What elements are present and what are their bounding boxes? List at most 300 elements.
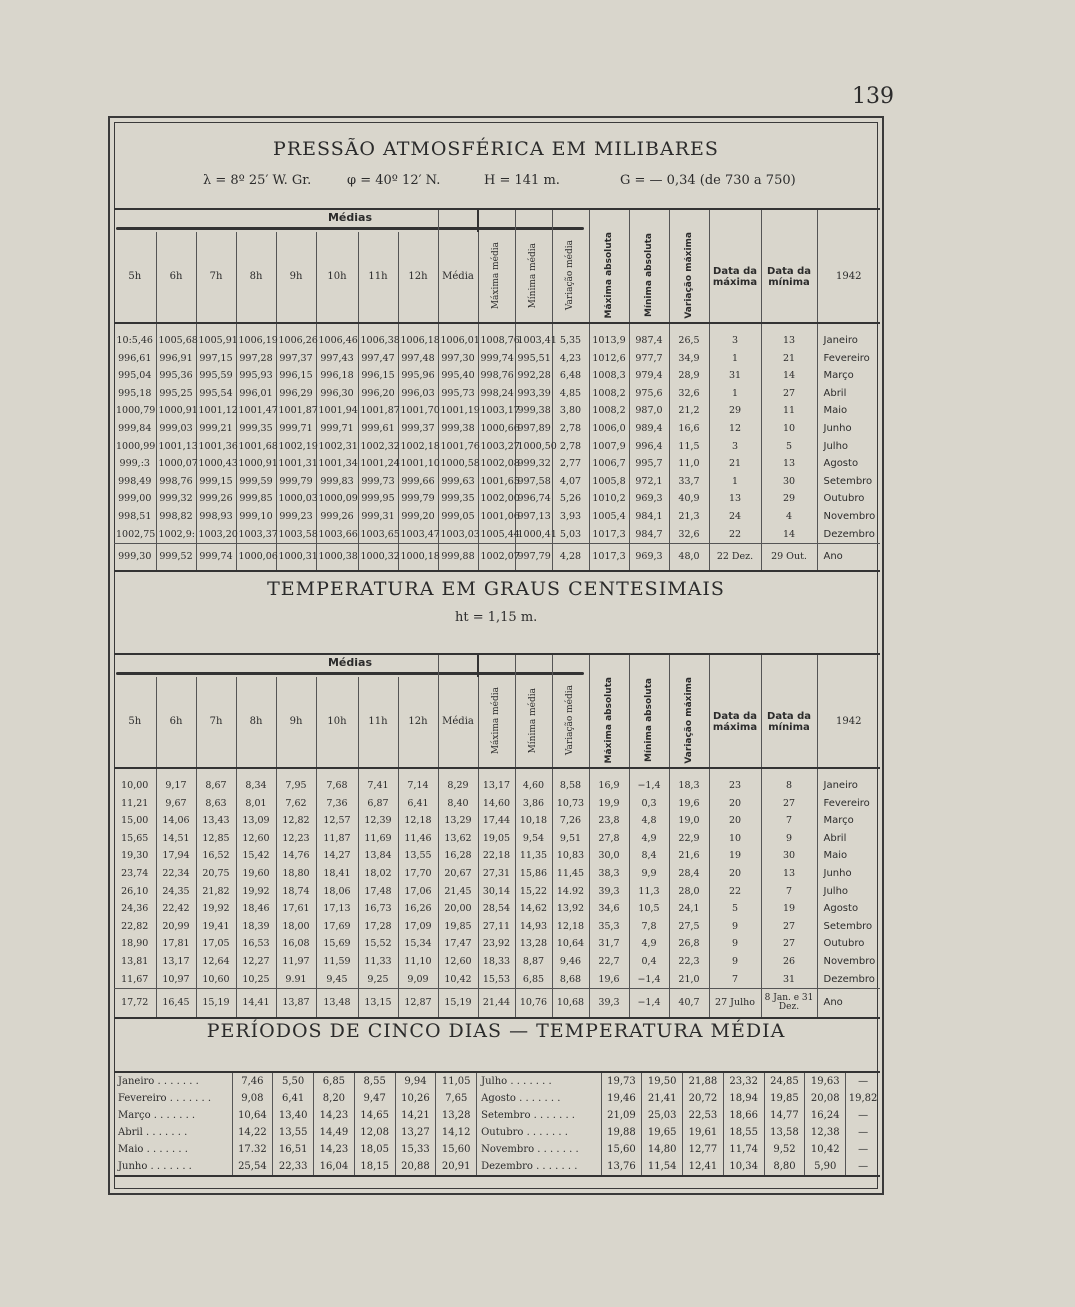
table-cell: 17,13: [316, 900, 358, 918]
table-cell: 999,95: [358, 490, 398, 508]
coord-lambda: λ = 8º 25′ W. Gr.: [203, 173, 312, 188]
table-cell: 21,41: [642, 1090, 683, 1107]
table-cell: 1006,7: [589, 455, 629, 473]
temperature-header-spacer: [114, 654, 880, 677]
five-day-title: PERÍODOS DE CINCO DIAS — TEMPERATURA MÉDIA: [206, 1020, 786, 1042]
pressure-header-cell: Mínima absoluta: [629, 232, 669, 323]
table-cell: 13,55: [398, 847, 438, 865]
table-cell: 12,41: [683, 1158, 724, 1176]
table-cell: 1008,2: [589, 402, 629, 420]
table-cell: 11,35: [515, 847, 552, 865]
month-label: Agosto . . . . . . .: [477, 1090, 601, 1107]
table-cell: 20,91: [436, 1158, 477, 1176]
table-cell: 997,28: [236, 349, 276, 367]
table-cell: 30,14: [478, 882, 515, 900]
table-cell: 22,34: [156, 865, 196, 883]
table-cell: 14,77: [764, 1107, 805, 1124]
annual-cell: 15,19: [196, 988, 236, 1018]
table-cell: 11,67: [121, 973, 149, 985]
table-cell: 22,53: [683, 1107, 724, 1124]
pressure-header-cell: Mínima média: [515, 232, 552, 323]
month-label: Janeiro: [817, 332, 880, 350]
table-cell: 5: [709, 900, 761, 918]
table-cell: 14.92: [552, 882, 589, 900]
pressure-header-cell: Média: [438, 232, 478, 323]
table-cell: 1000,03: [276, 490, 316, 508]
table-cell: 5,03: [552, 525, 589, 543]
table-cell: 997,47: [358, 349, 398, 367]
table-row: [114, 794, 880, 812]
table-cell: 999,79: [276, 472, 316, 490]
table-cell: 10:5,46: [116, 334, 153, 346]
table-cell: 11,54: [642, 1158, 683, 1176]
table-cell: 1000,79: [116, 405, 156, 417]
five-day-table: [114, 1071, 880, 1177]
table-cell: 1: [709, 472, 761, 490]
table-cell: 1000,43: [196, 455, 236, 473]
annual-cell: 29 Out.: [761, 543, 817, 571]
temperature-header-cell: 5h: [128, 716, 142, 728]
table-cell: 7: [761, 882, 817, 900]
table-cell: 28,54: [478, 900, 515, 918]
annual-cell: 13,87: [276, 988, 316, 1018]
table-row: [114, 900, 880, 918]
month-label: Junho: [817, 420, 880, 438]
table-row: [114, 508, 880, 526]
table-cell: 995,36: [156, 367, 196, 385]
table-cell: 969,3: [629, 490, 669, 508]
table-cell: 14,22: [232, 1124, 273, 1141]
table-cell: 18,05: [354, 1141, 395, 1158]
table-cell: 9,51: [552, 829, 589, 847]
table-cell: 13,17: [478, 777, 515, 795]
table-cell: 34,6: [589, 900, 629, 918]
table-cell: 9,09: [398, 970, 438, 988]
table-cell: 1001,87: [276, 402, 316, 420]
table-cell: 7,68: [316, 777, 358, 795]
table-cell: 8,29: [438, 777, 478, 795]
table-cell: 19,60: [236, 865, 276, 883]
table-cell: 1002,9:: [156, 525, 196, 543]
table-cell: 31: [709, 367, 761, 385]
table-cell: 1006,18: [398, 332, 438, 350]
table-cell: 2,78: [552, 420, 589, 438]
table-cell: 1001,06: [478, 508, 515, 526]
annual-cell: 48,0: [669, 543, 709, 571]
table-cell: 20,72: [683, 1090, 724, 1107]
table-cell: 997,15: [196, 349, 236, 367]
table-cell: 10: [761, 420, 817, 438]
table-cell: 20,88: [395, 1158, 436, 1176]
annual-cell: 39,3: [589, 988, 629, 1018]
table-cell: 999,03: [156, 420, 196, 438]
table-cell: 17,05: [196, 935, 236, 953]
table-cell: 11,0: [669, 455, 709, 473]
table-cell: 15,34: [398, 935, 438, 953]
pressure-header-cell: Data da máxima: [709, 232, 761, 323]
month-label: Junho . . . . . . .: [118, 1161, 192, 1172]
table-cell: 8,20: [314, 1090, 355, 1107]
table-cell: 19,0: [669, 812, 709, 830]
table-cell: 996,4: [629, 437, 669, 455]
table-cell: 9: [709, 935, 761, 953]
table-cell: 9: [709, 917, 761, 935]
table-cell: 4,23: [552, 349, 589, 367]
table-cell: 11,21: [121, 797, 149, 809]
table-cell: 17,81: [156, 935, 196, 953]
table-row: [114, 847, 880, 865]
table-cell: 1001,76: [438, 437, 478, 455]
five-day-row: [114, 1141, 880, 1158]
table-cell: 27: [761, 935, 817, 953]
table-cell: 30: [761, 847, 817, 865]
pressure-header-rule: [114, 323, 880, 332]
table-cell: 15,42: [236, 847, 276, 865]
table-cell: 18,00: [276, 917, 316, 935]
table-cell: 29: [709, 402, 761, 420]
table-cell: 24,35: [156, 882, 196, 900]
table-cell: 1001,12: [196, 402, 236, 420]
pressure-header-cell: Variação máxima: [669, 232, 709, 323]
table-cell: 16,73: [358, 900, 398, 918]
pressure-header-cell: 7h: [196, 232, 236, 323]
pressure-header-row: [114, 232, 880, 323]
table-cell: 993,39: [515, 384, 552, 402]
table-row: [114, 970, 880, 988]
table-cell: 27: [761, 794, 817, 812]
table-cell: 999,32: [515, 455, 552, 473]
table-cell: 995,96: [398, 367, 438, 385]
table-cell: 1001,34: [316, 455, 358, 473]
five-day-row: [114, 1158, 880, 1176]
table-cell: 17,48: [358, 882, 398, 900]
table-cell: 15,33: [395, 1141, 436, 1158]
table-cell: 997,13: [515, 508, 552, 526]
table-cell: 996,15: [276, 367, 316, 385]
table-row: [114, 420, 880, 438]
table-cell: 1006,38: [358, 332, 398, 350]
table-cell: 995,25: [156, 384, 196, 402]
table-cell: 997,48: [398, 349, 438, 367]
table-cell: 15,00: [121, 815, 149, 827]
table-cell: 997,30: [438, 349, 478, 367]
month-label: Outubro: [817, 490, 880, 508]
table-cell: 997,43: [316, 349, 358, 367]
pressure-header-cell: 10h: [316, 232, 358, 323]
table-cell: 1012,6: [589, 349, 629, 367]
table-cell: —: [846, 1107, 880, 1124]
table-cell: 996,20: [358, 384, 398, 402]
table-cell: 5,35: [552, 332, 589, 350]
annual-cell: 999,74: [196, 543, 236, 571]
table-cell: 21,6: [669, 847, 709, 865]
table-cell: 8,87: [515, 953, 552, 971]
table-cell: 18,02: [358, 865, 398, 883]
table-cell: 27,31: [478, 865, 515, 883]
table-cell: 10,83: [552, 847, 589, 865]
table-cell: 13,09: [236, 812, 276, 830]
table-cell: 11,05: [436, 1072, 477, 1090]
table-cell: 19,85: [764, 1090, 805, 1107]
table-cell: 1000,91: [156, 402, 196, 420]
table-cell: 24,85: [764, 1072, 805, 1090]
table-cell: 1002,32: [358, 437, 398, 455]
table-cell: 16,28: [438, 847, 478, 865]
table-cell: 22,3: [669, 953, 709, 971]
table-cell: 8: [761, 777, 817, 795]
table-cell: 999,35: [236, 420, 276, 438]
table-cell: 1017,3: [589, 525, 629, 543]
table-cell: 30,0: [589, 847, 629, 865]
table-cell: —: [846, 1072, 880, 1090]
table-cell: 18,55: [723, 1124, 764, 1141]
table-cell: 18,46: [236, 900, 276, 918]
table-cell: 1001,24: [358, 455, 398, 473]
annual-cell: 10,68: [552, 988, 589, 1018]
table-cell: 31,7: [589, 935, 629, 953]
table-cell: 999,26: [316, 508, 358, 526]
table-cell: 995,93: [236, 367, 276, 385]
table-cell: 13,84: [358, 847, 398, 865]
coord-phi: φ = 40º 12′ N.: [347, 173, 441, 188]
table-row: [114, 455, 880, 473]
table-cell: 9,94: [395, 1072, 436, 1090]
table-cell: 16,24: [805, 1107, 846, 1124]
table-row: [114, 402, 880, 420]
table-cell: 18,15: [354, 1158, 395, 1176]
table-cell: 998,93: [196, 508, 236, 526]
annual-cell: 27 Julho: [709, 988, 761, 1018]
annual-cell: 40,7: [669, 988, 709, 1018]
table-cell: 1000,91: [236, 455, 276, 473]
table-cell: 7,95: [276, 777, 316, 795]
table-cell: 34,9: [669, 349, 709, 367]
table-cell: 35,3: [589, 917, 629, 935]
table-cell: 10,34: [723, 1158, 764, 1176]
table-cell: 20,00: [438, 900, 478, 918]
table-cell: 999,79: [398, 490, 438, 508]
table-cell: 14,23: [314, 1107, 355, 1124]
table-cell: 11,59: [316, 953, 358, 971]
table-cell: 28,9: [669, 367, 709, 385]
table-cell: 10,60: [196, 970, 236, 988]
month-label: Abril: [817, 384, 880, 402]
table-cell: 1001,65: [478, 472, 515, 490]
temperature-header-cell: 6h: [156, 677, 196, 768]
coord-G: G = — 0,34 (de 730 a 750): [620, 173, 796, 188]
table-cell: 987,4: [629, 332, 669, 350]
table-cell: 16,9: [589, 777, 629, 795]
table-cell: 3: [709, 437, 761, 455]
table-cell: 11,33: [358, 953, 398, 971]
table-cell: 13,62: [438, 829, 478, 847]
table-cell: 15,69: [316, 935, 358, 953]
table-cell: 19,30: [121, 850, 149, 862]
pressure-header-cell: Data da mínima: [761, 232, 817, 323]
table-cell: 1013,9: [589, 332, 629, 350]
table-cell: 1010,2: [589, 490, 629, 508]
table-cell: 17,09: [398, 917, 438, 935]
table-cell: 17,69: [316, 917, 358, 935]
table-cell: 11,45: [552, 865, 589, 883]
table-cell: 9.91: [276, 970, 316, 988]
table-cell: 1002,31: [316, 437, 358, 455]
table-cell: 999,38: [515, 402, 552, 420]
table-cell: 10,26: [395, 1090, 436, 1107]
table-cell: 23,32: [723, 1072, 764, 1090]
table-cell: 9: [761, 829, 817, 847]
table-cell: 1003,41: [515, 332, 552, 350]
table-cell: 995,73: [438, 384, 478, 402]
table-cell: 16,08: [276, 935, 316, 953]
table-cell: 23,92: [478, 935, 515, 953]
table-cell: 17,47: [438, 935, 478, 953]
temperature-header-rule: [114, 768, 880, 777]
table-cell: 14,80: [642, 1141, 683, 1158]
table-cell: 999,00: [118, 493, 152, 505]
table-cell: 10,42: [805, 1141, 846, 1158]
table-cell: 999,71: [276, 420, 316, 438]
table-cell: 1000,07: [156, 455, 196, 473]
table-cell: 4: [761, 508, 817, 526]
table-cell: 15,22: [515, 882, 552, 900]
table-cell: 14,76: [276, 847, 316, 865]
annual-cell: 16,45: [156, 988, 196, 1018]
month-label: Fevereiro: [817, 349, 880, 367]
table-cell: 998,49: [118, 475, 152, 487]
table-cell: 7,26: [552, 812, 589, 830]
table-cell: 19,6: [669, 794, 709, 812]
annual-cell: 999,88: [438, 543, 478, 571]
table-cell: 1007,9: [589, 437, 629, 455]
table-cell: 999,37: [398, 420, 438, 438]
table-cell: 999,21: [196, 420, 236, 438]
table-cell: 8,68: [552, 970, 589, 988]
temperature-header-cell: Mínima absoluta: [629, 677, 669, 768]
table-cell: 999,73: [358, 472, 398, 490]
table-cell: 12,38: [805, 1124, 846, 1141]
table-cell: 11,3: [629, 882, 669, 900]
table-cell: 8,01: [236, 794, 276, 812]
table-cell: 20,75: [196, 865, 236, 883]
table-cell: 1002,00: [478, 490, 515, 508]
table-cell: 11,69: [358, 829, 398, 847]
table-cell: 10,97: [156, 970, 196, 988]
temperature-header-cell: Variação máxima: [669, 677, 709, 768]
table-cell: 1006,01: [438, 332, 478, 350]
pressure-header-cell: 9h: [276, 232, 316, 323]
table-cell: 12,23: [276, 829, 316, 847]
table-cell: 23: [709, 777, 761, 795]
table-row: [114, 953, 880, 971]
table-cell: 1005,91: [196, 332, 236, 350]
table-cell: 1008,3: [589, 367, 629, 385]
table-cell: 21,09: [601, 1107, 642, 1124]
table-cell: 18,41: [316, 865, 358, 883]
month-label: Novembro . . . . . . .: [477, 1141, 601, 1158]
five-day-row: [114, 1107, 880, 1124]
table-cell: 998,24: [478, 384, 515, 402]
table-cell: 13: [761, 865, 817, 883]
table-cell: 7,41: [358, 777, 398, 795]
pressure-header-cell: 8h: [236, 232, 276, 323]
table-cell: 14,12: [436, 1124, 477, 1141]
table-cell: 1003,37: [236, 525, 276, 543]
table-row: [114, 829, 880, 847]
table-cell: 25,03: [642, 1107, 683, 1124]
pressure-header-cell: Variação média: [552, 232, 589, 323]
temperature-medias-label: Médias: [116, 656, 584, 675]
table-cell: 1003,58: [276, 525, 316, 543]
table-cell: 21,82: [196, 882, 236, 900]
table-cell: 29: [761, 490, 817, 508]
table-cell: 10,5: [629, 900, 669, 918]
table-cell: 14,23: [314, 1141, 355, 1158]
table-cell: 996,29: [276, 384, 316, 402]
table-cell: 1000,99: [116, 440, 156, 452]
table-cell: 999,31: [358, 508, 398, 526]
table-cell: 8,34: [236, 777, 276, 795]
table-cell: 22: [709, 525, 761, 543]
table-cell: 977,7: [629, 349, 669, 367]
month-label: Maio: [817, 847, 880, 865]
temperature-header-cell: Média: [438, 677, 478, 768]
table-cell: 5: [761, 437, 817, 455]
month-label: Setembro . . . . . . .: [477, 1107, 601, 1124]
annual-cell: 1000,06: [236, 543, 276, 571]
table-cell: 12,82: [276, 812, 316, 830]
table-cell: 1001,70: [398, 402, 438, 420]
annual-cell: 997,79: [515, 543, 552, 571]
table-cell: 21,2: [669, 402, 709, 420]
table-cell: 992,28: [515, 367, 552, 385]
table-cell: 26,5: [669, 332, 709, 350]
table-cell: 9,54: [515, 829, 552, 847]
table-cell: 1003,47: [398, 525, 438, 543]
table-cell: 999,26: [196, 490, 236, 508]
table-cell: 12,60: [438, 953, 478, 971]
annual-cell: 17,72: [114, 988, 156, 1018]
annual-cell: 15,19: [438, 988, 478, 1018]
table-cell: 33,7: [669, 472, 709, 490]
pressure-header-cell: 1942: [817, 232, 880, 323]
table-cell: 22,42: [156, 900, 196, 918]
table-cell: 31: [761, 970, 817, 988]
table-row: [114, 812, 880, 830]
month-label: Fevereiro . . . . . . .: [118, 1093, 212, 1104]
table-cell: 1001,94: [316, 402, 358, 420]
table-cell: 14,65: [354, 1107, 395, 1124]
table-cell: −1,4: [629, 777, 669, 795]
month-label: Novembro: [817, 508, 880, 526]
table-cell: 7,65: [436, 1090, 477, 1107]
table-cell: 19: [709, 847, 761, 865]
table-cell: −1,4: [629, 970, 669, 988]
table-cell: 21: [709, 455, 761, 473]
table-cell: 10,73: [552, 794, 589, 812]
table-cell: 10,42: [438, 970, 478, 988]
table-cell: 19,73: [601, 1072, 642, 1090]
temperature-header-cell: 1942: [817, 677, 880, 768]
table-cell: 13,43: [196, 812, 236, 830]
month-label: Maio: [817, 402, 880, 420]
page-number: 139: [852, 84, 894, 109]
table-cell: 14,27: [316, 847, 358, 865]
table-cell: 25,54: [232, 1158, 273, 1176]
table-cell: 12: [709, 420, 761, 438]
table-cell: 14: [761, 525, 817, 543]
pressure-header-cell: 12h: [398, 232, 438, 323]
